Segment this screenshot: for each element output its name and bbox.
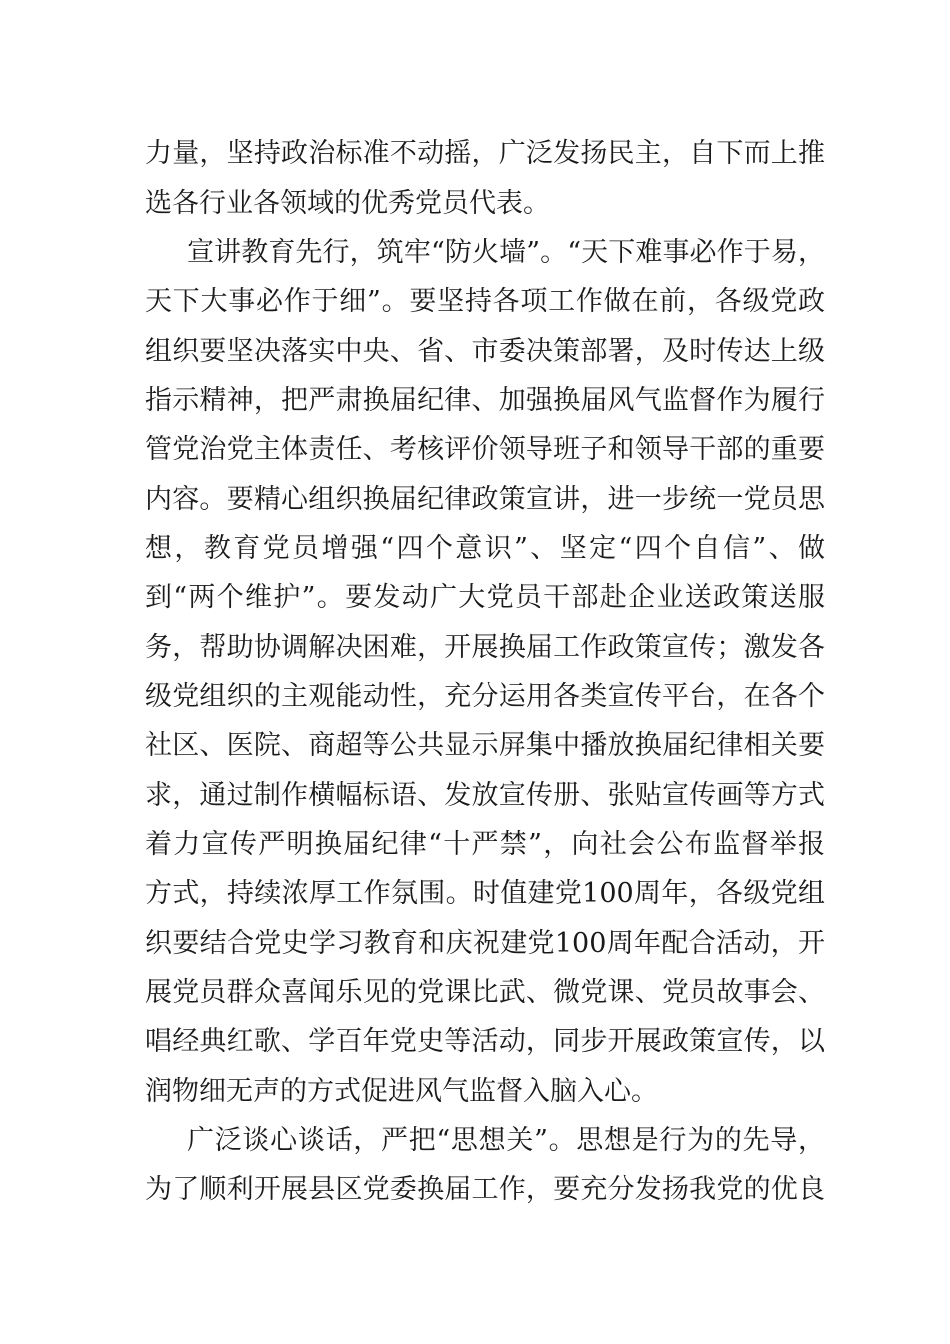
paragraph-first-line: 宣讲教育先行，筑牢“防火墙”。“天下难事必作于易， (187, 237, 825, 268)
text-line: 内容。要精心组织换届纪律政策宣讲，进一步统一党员思 (145, 484, 825, 515)
text-line: 级党组织的主观能动性，充分运用各类宣传平台，在各个 (145, 681, 825, 712)
text-line: 想，教育党员增强“四个意识”、坚定“四个自信”、做 (145, 533, 825, 564)
text-line: 润物细无声的方式促进风气监督入脑入心。 (145, 1076, 658, 1107)
text-line: 组织要坚决落实中央、省、市委决策部署，及时传达上级 (145, 336, 825, 367)
text-line: 天下大事必作于细”。要坚持各项工作做在前，各级党政 (145, 286, 825, 317)
text-line: 着力宣传严明换届纪律“十严禁”，向社会公布监督举报 (145, 829, 825, 860)
text-line: 社区、医院、商超等公共显示屏集中播放换届纪律相关要 (145, 730, 825, 761)
text-line: 织要结合党史学习教育和庆祝建党100周年配合活动，开 (145, 928, 825, 959)
paragraph-first-line: 广泛谈心谈话，严把“思想关”。思想是行为的先导， (187, 1125, 825, 1156)
text-line: 务，帮助协调解决困难，开展换届工作政策宣传；激发各 (145, 632, 825, 663)
text-line: 力量，坚持政治标准不动摇，广泛发扬民主，自下而上推 (145, 138, 825, 169)
text-line: 为了顺利开展县区党委换届工作，要充分发扬我党的优良 (145, 1174, 825, 1205)
text-line: 方式，持续浓厚工作氛围。时值建党100周年，各级党组 (145, 878, 825, 909)
text-line: 求，通过制作横幅标语、发放宣传册、张贴宣传画等方式 (145, 780, 825, 811)
text-line: 管党治党主体责任、考核评价领导班子和领导干部的重要 (145, 434, 825, 465)
text-line: 展党员群众喜闻乐见的党课比武、微党课、党员故事会、 (145, 977, 825, 1008)
text-line: 唱经典红歌、学百年党史等活动，同步开展政策宣传，以 (145, 1026, 825, 1057)
text-line: 指示精神，把严肃换届纪律、加强换届风气监督作为履行 (145, 385, 825, 416)
text-line: 到“两个维护”。要发动广大党员干部赴企业送政策送服 (145, 582, 825, 613)
text-line: 选各行业各领域的优秀党员代表。 (145, 188, 550, 219)
